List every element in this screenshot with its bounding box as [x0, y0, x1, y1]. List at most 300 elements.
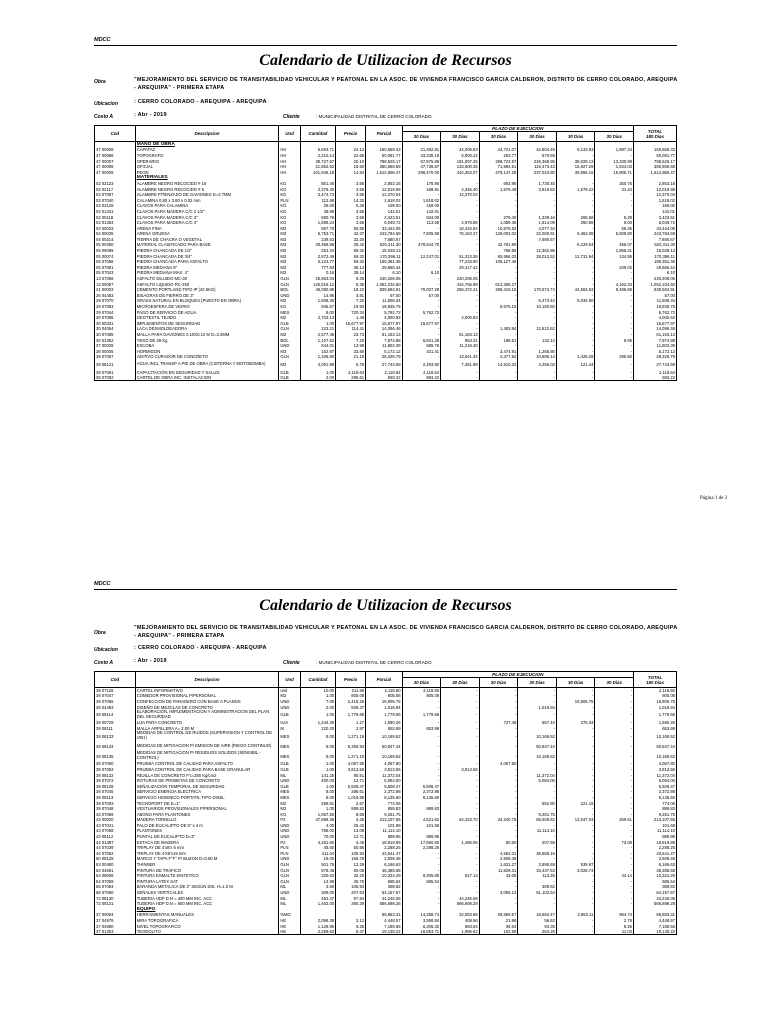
cell-precio: 4.45: [336, 817, 366, 823]
cell-total: 2,853.16: [634, 181, 677, 187]
cell-cod: 54 07059: [95, 879, 136, 885]
cell-period: -: [595, 806, 634, 812]
cell-desc: PINTURA LATEX SAT: [135, 879, 279, 885]
cell-period: -: [556, 901, 595, 907]
cell-period: -: [518, 895, 557, 901]
company-tag: MDCC: [94, 581, 111, 587]
cell-cantidad: 3,376.40: [300, 186, 335, 192]
cell-desc: OFICIAL: [135, 164, 279, 170]
cell-period: -: [441, 237, 480, 243]
cell-und: HH: [279, 153, 300, 159]
cell-und: M2: [279, 800, 300, 806]
cell-period: -: [402, 259, 441, 265]
cell-parcial: 15,028.13: [366, 248, 402, 254]
cell-desc: ESTACA DE MADERA: [135, 839, 279, 845]
cell-period: -: [556, 315, 595, 321]
cell-cod: 04 00214: [95, 237, 136, 243]
cell-total: 16,906.75: [634, 699, 677, 705]
cell-parcial: 185,361.36: [366, 259, 402, 265]
cell-cantidad: 46,080.95: [300, 287, 335, 293]
cell-period: 6,306.32: [402, 923, 441, 929]
cell-period: -: [518, 789, 557, 795]
cliente-value: : MUNICIPALIDAD DISTRITAL DE CERRO COLORADO: [316, 660, 432, 665]
cell-desc: CLAVOS PARA MADERA C/C 3": [135, 214, 279, 220]
cell-cod: 39 08134: [95, 741, 136, 751]
cell-period: -: [441, 845, 480, 851]
cell-desc: PINTURA ESMALTE SINTETICO: [135, 873, 279, 879]
cell-period: -: [479, 828, 518, 834]
cell-und: ML: [279, 901, 300, 907]
cell-period: -: [479, 332, 518, 338]
table-body-1: [95, 142, 677, 381]
cell-period: 80.60: [479, 839, 518, 845]
cell-parcial: 2,423.51: [366, 214, 402, 220]
cell-period: 585.76: [402, 343, 441, 349]
cell-period: -: [518, 901, 557, 907]
cell-desc: TRIPLAY DE 4'x8'x 6 mm: [135, 845, 279, 851]
cell-precio: 16.50: [336, 164, 366, 170]
cell-cod: 43 07069: [95, 811, 136, 817]
cell-period: 3,256.03: [518, 360, 557, 370]
cell-und: ML: [279, 772, 300, 778]
cell-desc: BARANDA METALICA DE 2" SEGÚN DIS. H=1.0 M: [135, 884, 279, 890]
cell-desc: PUNTAL DE EUCALIPTO D=3": [135, 834, 279, 840]
cell-precio: 6.78: [336, 360, 366, 370]
cell-total: 805.08: [634, 693, 677, 699]
cell-cod: 37 00028: [95, 343, 136, 349]
cell-desc: IMPLEMENTOS DE SEGURIDAD: [135, 321, 279, 327]
col-period: 30 Dias: [518, 678, 557, 688]
cell-cod: 39 07060: [95, 761, 136, 767]
ubicacion-value: : CERRO COLORADO - AREQUIPA - AREQUIPA: [134, 645, 267, 651]
col-plazo: PLAZO DE EJECUCION: [402, 126, 633, 132]
cell-desc: CEMENTO PORTLAND TIPO IP (42.5KG): [135, 287, 279, 293]
table-row: [95, 375, 677, 381]
cell-desc: CALAMINA 0.80 x 3.60 x 0.02 mm: [135, 197, 279, 203]
cell-desc: SERVICIO HIGIENICO PORTATIL TIPO DISEL: [135, 795, 279, 801]
cell-period: 679.59: [518, 153, 557, 159]
cell-cod: 30 07085: [95, 332, 136, 338]
cell-cantidad: 3,474.73: [300, 192, 335, 198]
cell-period: -: [556, 265, 595, 271]
cell-period: 1,486.06: [441, 839, 480, 845]
cell-precio: 720.34: [336, 309, 366, 315]
obra-label: Obra: [94, 79, 106, 85]
costo-value: : Abr - 2019: [134, 112, 167, 118]
cell-period: -: [556, 276, 595, 282]
cell-period: 889.95: [402, 834, 441, 840]
cell-desc: ABONO PARA PLANTONES: [135, 811, 279, 817]
cell-period: 9.65: [595, 337, 634, 343]
cell-cod: 21 00003: [95, 287, 136, 293]
cell-desc: ROTURAS DE PROBETAS DE CONCRETO: [135, 778, 279, 784]
cell-precio: 8.47: [336, 929, 366, 935]
cell-desc: ELABORACIÓN, IMPLEMENTACIÓN Y ADMINISTRACIÓN DEL PLAN DEL SEGURIDAD: [135, 710, 279, 720]
cell-period: 265.66: [556, 214, 595, 220]
cell-desc: ARENA GRUESA: [135, 231, 279, 237]
cell-cod: 39 08113: [95, 795, 136, 801]
cell-period: -: [441, 710, 480, 720]
cell-und: M3: [279, 237, 300, 243]
cell-precio: 4,067.80: [336, 761, 366, 767]
cell-period: 8,486.69: [595, 287, 634, 293]
cell-period: 653.99: [402, 725, 441, 731]
cell-parcial: 57.00: [366, 293, 402, 299]
cell-cantidad: 777.83: [300, 265, 335, 271]
cell-period: -: [595, 751, 634, 761]
cell-desc: TOPOGRAFO: [135, 153, 279, 159]
col-period: 30 Dias: [556, 678, 595, 688]
cell-parcial: 2,288.25: [366, 845, 402, 851]
cell-total: 213,107.65: [634, 817, 677, 823]
cell-period: -: [518, 203, 557, 209]
cell-period: -: [556, 237, 595, 243]
cell-period: -: [595, 315, 634, 321]
cell-cod: 02 00118: [95, 214, 136, 220]
cell-parcial: 160,658.33: [366, 147, 402, 153]
cell-und: UND: [279, 778, 300, 784]
cell-period: 19,684.47: [518, 912, 557, 918]
cell-period: -: [441, 309, 480, 315]
cell-cod: 39 00729: [95, 720, 136, 726]
cell-period: -: [402, 772, 441, 778]
cell-precio: 32.20: [336, 237, 366, 243]
cell-precio: 24.12: [336, 147, 366, 153]
cell-period: 15,927.29: [556, 164, 595, 170]
cell-period: -: [402, 901, 441, 907]
col-period: 30 Dias: [518, 132, 557, 142]
cell-period: -: [518, 845, 557, 851]
cell-cantidad: 8.00: [300, 795, 335, 801]
cell-period: -: [441, 806, 480, 812]
cell-period: 2,493.80: [402, 360, 441, 370]
cell-desc: SEÑALIZACIÓN TEMPORAL DE SEGURIDAD: [135, 783, 279, 789]
cell-period: 7,361.99: [441, 360, 480, 370]
cell-period: 15,905.71: [595, 169, 634, 175]
cell-parcial: 18,835.75: [366, 304, 402, 310]
cell-desc: THINNER: [135, 862, 279, 868]
col-period: 30 Dias: [402, 678, 441, 688]
cell-cantidad: 844.01: [300, 343, 335, 349]
cell-period: 2,288.25: [402, 845, 441, 851]
cell-parcial: 10,169.52: [366, 731, 402, 741]
cell-period: 5,762.72: [402, 309, 441, 315]
cell-und: GLB: [279, 783, 300, 789]
cell-period: 3,916.52: [518, 186, 557, 192]
cell-cantidad: 21,852.52: [300, 164, 335, 170]
cell-period: -: [556, 811, 595, 817]
cell-period: 1,978.49: [479, 186, 518, 192]
cell-period: -: [402, 884, 441, 890]
cell-total: 2,118.60: [634, 688, 677, 694]
cell-period: 11,829.31: [479, 867, 518, 873]
cell-period: 43,338.19: [402, 153, 441, 159]
cell-period: -: [441, 699, 480, 705]
cell-parcial: 360,566.58: [366, 164, 402, 170]
cell-total: 685.54: [634, 879, 677, 885]
cell-period: 29,417.42: [441, 265, 480, 271]
cell-period: 1,016.94: [518, 704, 557, 710]
cell-period: -: [556, 370, 595, 376]
cell-desc: TEODOLITO: [135, 929, 279, 935]
cell-cod: 05 09089: [95, 248, 136, 254]
table-row: [95, 912, 677, 918]
cell-und: GLN: [279, 276, 300, 282]
table-row: [95, 287, 677, 293]
col-total: TOTAL 180 Dias: [634, 672, 677, 688]
cell-period: 1,483.84: [479, 326, 518, 332]
cell-cod: 39 04483: [95, 704, 136, 710]
cell-precio: 1.27: [336, 720, 366, 726]
cell-period: -: [595, 761, 634, 767]
cell-period: -: [595, 209, 634, 215]
cell-period: 94.39: [518, 923, 557, 929]
cell-cantidad: 8.00: [300, 751, 335, 761]
cell-desc: MATERIAL CLASIFICADO PARA BASE: [135, 242, 279, 248]
cell-total: 44,246.06: [634, 895, 677, 901]
costo-value: : Abr - 2019: [134, 658, 167, 664]
cell-precio: 1,271.19: [336, 731, 366, 741]
cell-cod: 39 08114: [95, 710, 136, 720]
cell-period: -: [595, 304, 634, 310]
cell-und: BOL: [279, 337, 300, 343]
cell-cod: 39 07047: [95, 693, 136, 699]
cell-parcial: 6.10: [366, 270, 402, 276]
cell-period: -: [479, 693, 518, 699]
cell-period: -: [518, 725, 557, 731]
cell-cod: 39 08135: [95, 751, 136, 761]
cliente-value: : MUNICIPALIDAD DISTRITAL DE CERRO COLORADO: [316, 114, 432, 119]
cell-cantidad: 14.98: [300, 879, 335, 885]
cell-und: HJA: [279, 720, 300, 726]
cell-period: 4,162.34: [595, 281, 634, 287]
cell-period: -: [556, 693, 595, 699]
cell-period: 408.56: [441, 918, 480, 924]
cell-cantidad: 152.97: [300, 348, 335, 354]
cell-cantidad: 20,468.58: [300, 242, 335, 248]
cell-precio: 207.63: [336, 890, 366, 896]
cell-cantidad: 680.76: [300, 214, 335, 220]
cell-period: 11,372.04: [518, 772, 557, 778]
cell-period: -: [556, 884, 595, 890]
cell-precio: 33.80: [336, 348, 366, 354]
cell-cod: 47 00009: [95, 169, 136, 175]
cell-period: 70,007.29: [402, 287, 441, 293]
cell-period: -: [441, 772, 480, 778]
cell-period: 2,508.48: [479, 856, 518, 862]
cell-period: 33,437.53: [518, 867, 557, 873]
cell-und: M2: [279, 332, 300, 338]
cell-precio: 59.32: [336, 248, 366, 254]
cell-desc: AGUA INCL TRANSP A PIE DE OBRA (CISTERNA Y MOTOBOMBA): [135, 360, 279, 370]
cell-period: -: [518, 270, 557, 276]
cell-period: -: [479, 845, 518, 851]
cell-total: 9,261.75: [634, 811, 677, 817]
cell-period: -: [441, 879, 480, 885]
cell-desc: CLAVOS PARA MADERA C/C 4": [135, 220, 279, 226]
cell-total: 6,166.63: [634, 862, 677, 868]
cell-period: 10,875.52: [479, 225, 518, 231]
cliente-label: Cliente: [283, 660, 300, 666]
cell-period: 113.58: [402, 220, 441, 226]
cell-period: 5,800.22: [441, 153, 480, 159]
cell-precio: 19.92: [336, 304, 366, 310]
table-row: [95, 929, 677, 935]
cell-cantidad: 400.00: [300, 778, 335, 784]
cell-precio: 7.20: [336, 337, 366, 343]
cell-total: 11,114.10: [634, 828, 677, 834]
cell-period: -: [479, 704, 518, 710]
cell-total: 18,835.75: [634, 304, 677, 310]
cell-parcial: 19,138.22: [366, 929, 402, 935]
cell-period: 1,866.21: [595, 248, 634, 254]
cell-cantidad: 4.00: [300, 823, 335, 829]
cell-period: -: [556, 192, 595, 198]
cell-period: -: [479, 751, 518, 761]
cell-und: UND: [279, 834, 300, 840]
cell-period: -: [518, 783, 557, 789]
cell-period: -: [402, 720, 441, 726]
cell-cantidad: 801.45: [300, 181, 335, 187]
cell-period: -: [518, 343, 557, 349]
cell-period: -: [595, 309, 634, 315]
cell-parcial: 27,743.69: [366, 360, 402, 370]
cell-cantidad: 39,727.67: [300, 158, 335, 164]
ubicacion-value: : CERRO COLORADO - AREQUIPA - AREQUIPA: [134, 99, 267, 105]
cell-period: -: [595, 270, 634, 276]
cell-period: -: [402, 851, 441, 857]
cell-cantidad: 1.00: [300, 370, 335, 376]
cell-period: -: [402, 354, 441, 360]
cell-total: 774.06: [634, 800, 677, 806]
cell-period: -: [441, 795, 480, 801]
cell-period: 13,047.04: [556, 817, 595, 823]
cell-period: -: [479, 209, 518, 215]
cell-cantidad: 6,753.71: [300, 231, 335, 237]
cell-cod: 47 00008: [95, 164, 136, 170]
cell-cod: 39 08121: [95, 360, 136, 370]
cell-period: -: [595, 348, 634, 354]
cell-parcial: 798,526.17: [366, 158, 402, 164]
cell-cod: 72 08131: [95, 901, 136, 907]
cell-period: 295.50: [595, 354, 634, 360]
costo-label: Costo A: [94, 114, 113, 120]
cell-period: -: [595, 834, 634, 840]
cell-cantidad: 1.00: [300, 767, 335, 773]
cell-period: 6.10: [402, 270, 441, 276]
cell-period: 134.95: [595, 253, 634, 259]
cell-total: 7,186.55: [634, 923, 677, 929]
cell-period: -: [441, 751, 480, 761]
cell-period: 73.08: [595, 839, 634, 845]
cell-period: -: [441, 293, 480, 299]
cell-period: -: [479, 800, 518, 806]
ubicacion-label: Ubicacion: [94, 647, 118, 653]
cell-period: -: [402, 767, 441, 773]
cell-period: 3,995.69: [518, 862, 557, 868]
cell-und: GLB: [279, 767, 300, 773]
cell-total: 389.82: [634, 884, 677, 890]
cell-cantidad: 0.16: [300, 270, 335, 276]
cell-period: 268,723.97: [479, 158, 518, 164]
cell-cod: 47 00007: [95, 158, 136, 164]
cell-period: -: [518, 259, 557, 265]
cell-period: 3,055.13: [479, 890, 518, 896]
cell-period: 207.65: [518, 839, 557, 845]
cell-parcial: 1,016.94: [366, 704, 402, 710]
cell-period: 65,956.33: [479, 253, 518, 259]
cell-period: 2,377.54: [479, 354, 518, 360]
cell-total: 4,000.63: [634, 315, 677, 321]
cell-total: 3,813.56: [634, 767, 677, 773]
cell-period: -: [595, 688, 634, 694]
cell-cantidad: 7.00: [300, 699, 335, 705]
cell-precio: 1,779.66: [336, 710, 366, 720]
cell-cod: 05 00074: [95, 253, 136, 259]
cell-und: M3: [279, 225, 300, 231]
cell-precio: 9.36: [336, 276, 366, 282]
cell-period: 2,962.11: [556, 912, 595, 918]
cell-parcial: 889.83: [366, 806, 402, 812]
cell-period: -: [441, 783, 480, 789]
cell-cod: 05 07081: [95, 265, 136, 271]
cell-cod: 29 07044: [95, 309, 136, 315]
cell-period: -: [479, 699, 518, 705]
cell-parcial: 889.95: [366, 834, 402, 840]
cell-cantidad: 1.00: [300, 806, 335, 812]
cell-precio: 805.08: [336, 693, 366, 699]
cell-cod: 56 07080: [95, 890, 136, 896]
cell-period: -: [595, 890, 634, 896]
cell-parcial: 159.00: [366, 203, 402, 209]
cell-desc: ARENA FINA: [135, 225, 279, 231]
cell-period: 226,369.95: [518, 158, 557, 164]
cell-period: -: [479, 197, 518, 203]
cell-period: 240,206.05: [441, 276, 480, 282]
cell-period: 31.44: [595, 186, 634, 192]
cell-cod: 02 01364: [95, 220, 136, 226]
cell-period: -: [518, 806, 557, 812]
cell-period: 22,060.91: [518, 231, 557, 237]
cell-und: UND: [279, 704, 300, 710]
cell-cod: 43 00020: [95, 817, 136, 823]
cell-cod: 43 08112: [95, 834, 136, 840]
cell-period: -: [441, 248, 480, 254]
cell-cod: 13 07056: [95, 276, 136, 282]
cell-period: -: [518, 321, 557, 327]
cell-period: -: [402, 237, 441, 243]
cell-period: 15,677.97: [402, 321, 441, 327]
cell-und: M3: [279, 231, 300, 237]
cell-cantidad: 101,945.18: [300, 169, 335, 175]
cell-parcial: 48,385.58: [366, 867, 402, 873]
cell-period: 44,246.06: [441, 895, 480, 901]
cell-cod: 02 07040: [95, 197, 136, 203]
cell-period: -: [595, 856, 634, 862]
cell-total: 240,206.05: [634, 276, 677, 282]
cell-desc: TUBERIA HDP D.N = 400 MM INC. ACC: [135, 895, 279, 901]
cell-precio: 211.86: [336, 688, 366, 694]
cell-precio: 296.61: [336, 375, 366, 381]
cell-cantidad: 758.00: [300, 828, 335, 834]
cell-period: -: [441, 203, 480, 209]
cell-period: -: [479, 778, 518, 784]
cell-und: KG: [279, 214, 300, 220]
cell-total: 61,163.13: [634, 332, 677, 338]
cell-period: -: [441, 688, 480, 694]
cell-period: 1,265.80: [518, 348, 557, 354]
col-period: 30 Dias: [595, 132, 634, 142]
